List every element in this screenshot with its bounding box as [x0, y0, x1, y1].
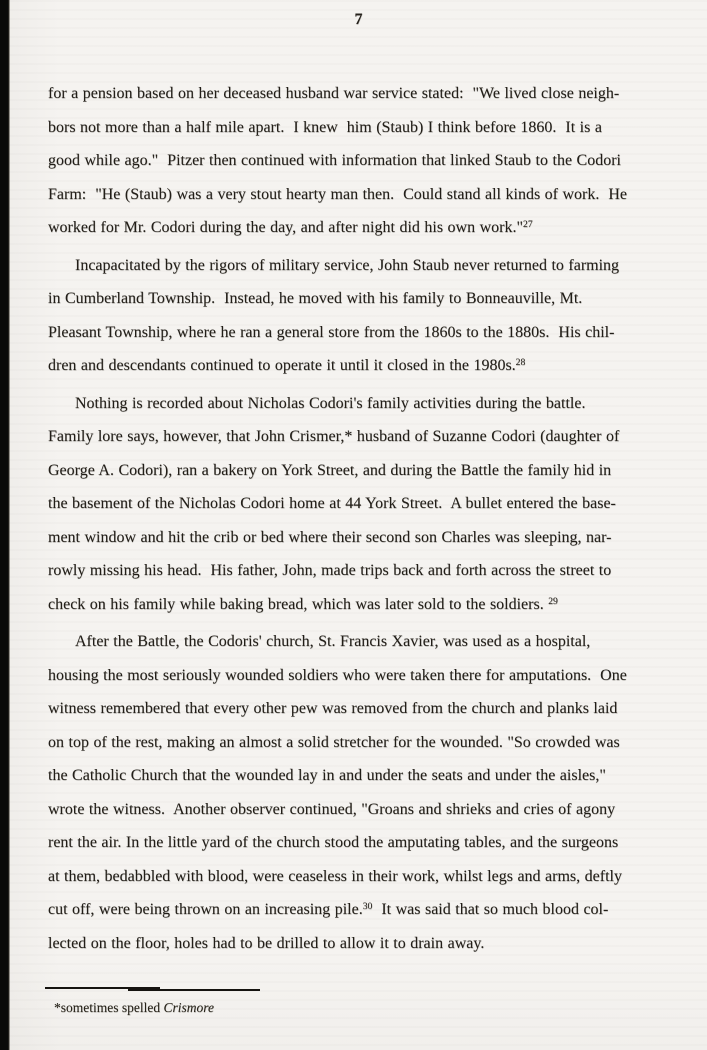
text-line [48, 178, 673, 212]
text-line [48, 759, 673, 793]
text-segment: Pleasant Township, where he ran a general store from the 1860s to the 1880s. His chil- [48, 323, 615, 341]
text-segment: cut off, were being thrown on an increasing pile. [48, 901, 363, 918]
text-line [48, 860, 673, 894]
scan-edge-artifact [0, 0, 10, 1050]
text-segment: the basement of the Nicholas Codori home at 44 York Street. A bullet entered the base- [48, 495, 616, 512]
text-line [48, 692, 673, 726]
text-segment: housing the most seriously wounded soldiers who were taken there for amputations. One [48, 666, 627, 684]
text-segment: Family lore says, however, that John Crismer,* husband of Suzanne Codori (daughter of [48, 428, 620, 445]
text-line [48, 487, 673, 521]
text-segment: lected on the floor, holes had to be drilled to allow it to drain away. [48, 934, 485, 952]
text-line [48, 625, 673, 659]
page-number: 7 [354, 11, 363, 28]
text-segment: the Catholic Church that the wounded lay in and under the seats and under the aisles," [48, 767, 606, 784]
text-segment: wrote the witness. Another observer continued, "Groans and shrieks and cries of agony [48, 800, 616, 818]
text-segment: It was said that so much blood col- [372, 901, 609, 918]
text-segment: at them, bedabbled with blood, were ceaseless in their work, whilst legs and arms, deftly [48, 867, 622, 885]
text-segment: Nothing is recorded about Nicholas Codori's family activities during the battle. [75, 394, 586, 412]
text-line [48, 420, 673, 454]
paragraph [48, 249, 673, 383]
text-segment: check on his family while baking bread, which was later sold to the soldiers. [48, 595, 549, 613]
text-segment: dren and descendants continued to operate it until it closed in the 1980s. [48, 357, 516, 374]
text-segment: for a pension based on her deceased husband war service stated: "We lived close neigh- [48, 85, 620, 102]
text-line [48, 387, 673, 421]
text-segment: good while ago." Pitzer then continued with information that linked Staub to the Codori [48, 152, 621, 169]
text-segment: ment window and hit the crib or bed where their second son Charles was sleeping, nar- [48, 528, 612, 546]
text-line [48, 454, 673, 488]
text-segment: George A. Codori), ran a bakery on York Street, and during the Battle the family hid in [48, 461, 612, 479]
footnote-reference: 28 [515, 357, 526, 369]
footnote-reference: 30 [362, 901, 373, 913]
text-line [48, 316, 673, 350]
text-segment: rowly missing his head. His father, John, made trips back and forth across the street to [48, 562, 612, 579]
text-line [48, 588, 673, 622]
text-segment: Crismore [163, 1000, 214, 1015]
text-line [48, 521, 673, 555]
paragraph [48, 77, 673, 245]
text-line [48, 893, 673, 927]
text-segment: on top of the rest, making an almost a solid stretcher for the wounded. "So crowded was [48, 733, 620, 751]
text-line [48, 249, 673, 283]
footnote-separator [128, 989, 260, 991]
text-line [48, 793, 673, 827]
page-body-text [48, 77, 673, 964]
text-line [48, 659, 673, 693]
text-line [48, 144, 673, 178]
text-segment: Farm: "He (Staub) was a very stout hearty man then. Could stand all kinds of work. He [48, 185, 628, 203]
text-segment: rent the air. In the little yard of the church stood the amputating tables, and the surgeons [48, 834, 619, 851]
text-segment: in Cumberland Township. Instead, he moved with his family to Bonneauville, Mt. [48, 290, 583, 307]
text-segment: After the Battle, the Codoris' church, St. Francis Xavier, was used as a hospital, [75, 633, 591, 650]
text-line [48, 282, 673, 316]
text-segment: *sometimes spelled [54, 1000, 164, 1015]
text-segment: worked for Mr. Codori during the day, and after night did his own work." [48, 219, 524, 236]
text-line [48, 826, 673, 860]
text-line [48, 211, 673, 245]
text-line [48, 111, 673, 145]
footnote-text [54, 999, 214, 1017]
text-segment: witness remembered that every other pew was removed from the church and planks laid [48, 700, 618, 717]
text-line [48, 349, 673, 383]
footnote-reference: 27 [523, 219, 533, 231]
footnote-reference: 29 [548, 595, 558, 607]
paragraph [48, 625, 673, 960]
text-line [48, 927, 673, 961]
text-line [48, 726, 673, 760]
text-line [48, 77, 673, 111]
paragraph [48, 387, 673, 622]
text-segment: Incapacitated by the rigors of military service, John Staub never returned to farming [75, 256, 620, 274]
text-segment: bors not more than a half mile apart. I knew him (Staub) I think before 1860. It is a [48, 118, 602, 136]
text-line [48, 554, 673, 588]
